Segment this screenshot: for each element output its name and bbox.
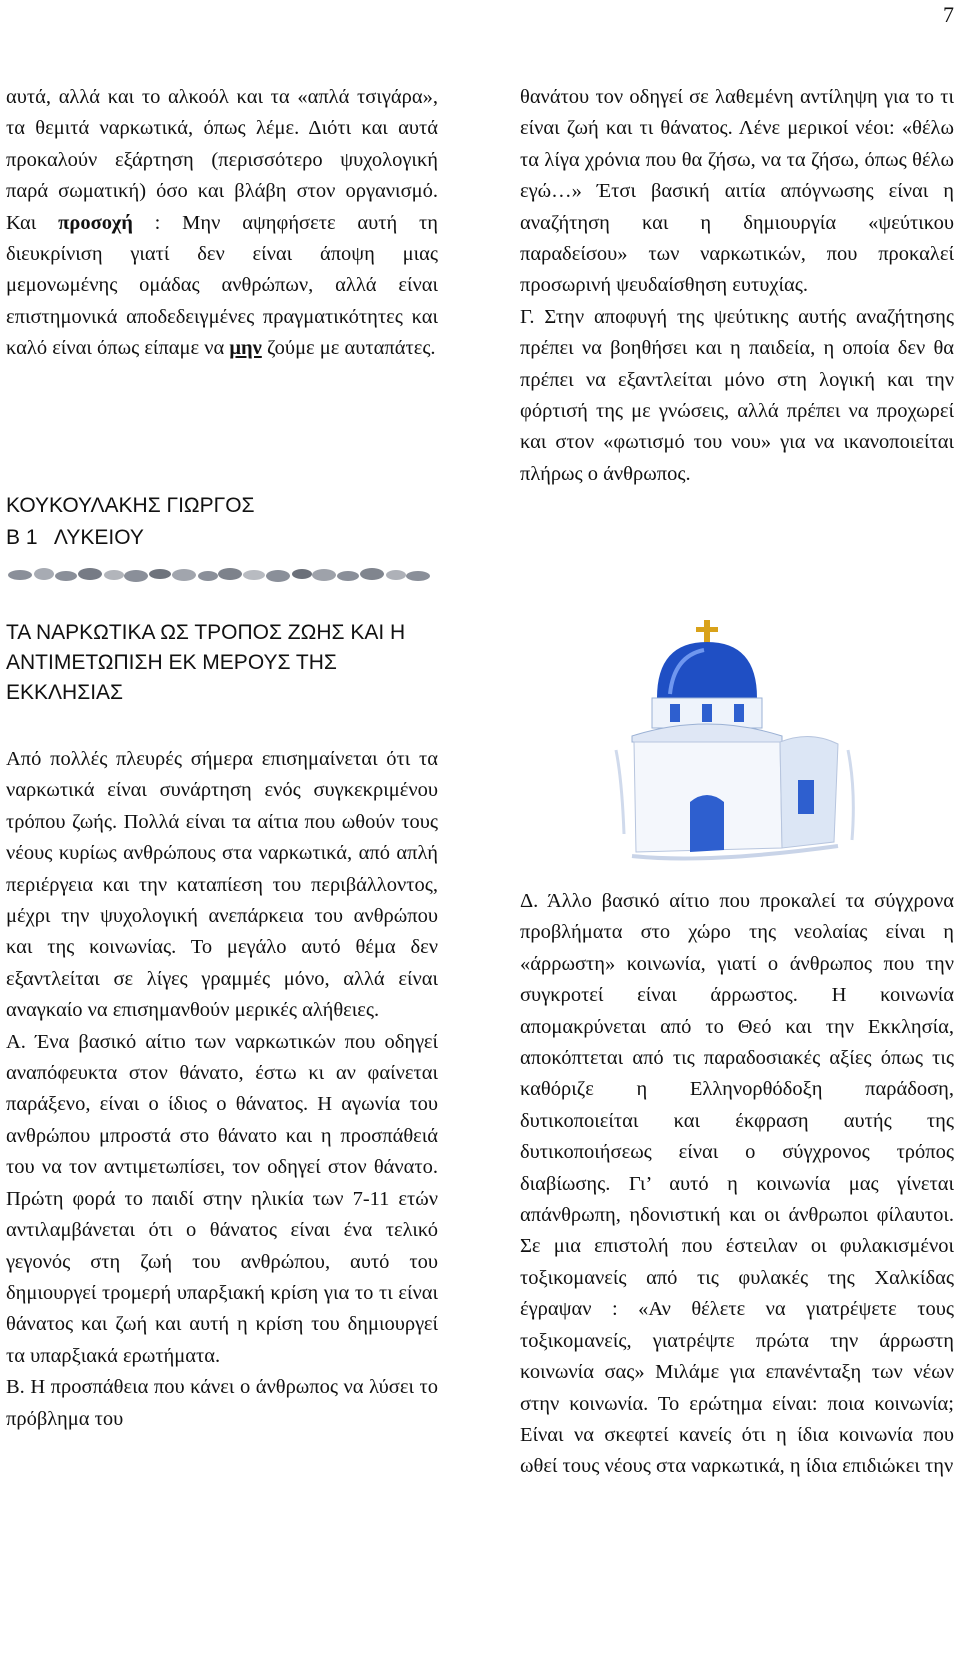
intro-text-3: ζούμε με αυταπάτες. xyxy=(261,337,436,360)
body-paragraph-b: Β. Η προσπάθεια που κάνει ο άνθρωπος να λύσει το πρόβλημα του xyxy=(6,1376,438,1430)
body-paragraph-a: Α. Ένα βασικό αίτιο των ναρκωτικών που οδηγεί αναπόφευκτα στον θάνατο, έστω κι αν φαίνεται παράξενο, είναι ο ίδιος ο θάνατος. Η αγωνία του ανθρώπου μπροστά στο θάνατο και η προσπάθειά του να τον αντιμετωπίσει, τον οδηγεί στον θάνατο. Πρώτη φορά το παιδί στην ηλικία των 7-11 ετών αντιλαμβάνεται ότι ο θάνατος είναι ένα τελικό γεγονός στη ζωή του ανθρώπου, αυτό του δημιουργεί τρομερή υπαρξιακή κρίση για το τι είναι θάνατος και ζωή και αυτή η κρίση του δημιουργεί τα υπαρξιακά ερωτήματα. xyxy=(6,1030,438,1367)
page-number: 7 xyxy=(943,2,954,27)
body-paragraph-d: Δ. Άλλο βασικό αίτιο που προκαλεί τα σύγχρονα προβλήματα στο χώρο της νεολαίας είναι η «άρρωστη» κοινωνία, γιατί ο άνθρωπος που την συγκροτεί είναι άρρωστος. Η κοινωνία απομακρύνεται από το Θεό και την Εκκλησία, αποκόπτεται από τις παραδοσιακές αξίες όπως τις καθόριζε η Ελληνορθόδοξη παράδοση, δυτικοποιείται και έκφραση αυτής της δυτικοποιήσεως είναι ο σύγχρονος τρόπος διαβίωσης. Γι’ αυτό η κοινωνία μας γίνεται απάνθρωπη, ηδονιστική και οι άνθρωποι φίλαυτοι. Σε μια επιστολή που έστειλαν οι φυλακισμένοι τοξικομανείς από τις φυλακές της Χαλκίδας έγραψαν : «Αν θέλετε να γιατρέψετε τους τοξικομανείς, γιατρέψτε πρώτα την άρρωστη κοινωνία σας» Μιλάμε για επανένταξη των νέων στην κοινωνία. Το ερώτημα είναι: ποια κοινωνία; Είναι να σκεφτεί κανείς ότι η ίδια κοινωνία που ωθεί τους νέους στα ναρκωτικά, η ίδια επιδιώκει την xyxy=(520,890,954,1478)
emphasis-not: μην xyxy=(229,337,262,360)
article-title: ΤΑ ΝΑΡΚΩΤΙΚΑ ΩΣ ΤΡΟΠΟΣ ΖΩΗΣ ΚΑΙ Η ΑΝΤΙΜΕΤΩΠΙΣΗ ΕΚ ΜΕΡΟΥΣ ΤΗΣ ΕΚΚΛΗΣΙΑΣ xyxy=(6,621,406,704)
right-column-body xyxy=(520,886,954,1483)
body-paragraph-c: Γ. Στην αποφυγή της ψεύτικης αυτής αναζήτησης πρέπει να βοηθήσει και η παιδεία, η οποία δεν θα πρέπει να εξαντλείται μόνο στη λογική και την φόρτισή της με γνώσεις, αλλά πρέπει να προχωρεί και στον «φωτισμό του νου» για να ικανοποιείται πλήρως ο άνθρωπος. xyxy=(520,305,954,485)
right-column-top xyxy=(520,82,954,490)
church-illustration xyxy=(612,620,862,870)
author-name: ΚΟΥΚΟΥΛΑΚΗΣ ΓΙΩΡΓΟΣ xyxy=(6,494,255,517)
body-paragraph-b-cont: θανάτου τον οδηγεί σε λαθεμένη αντίληψη για το τι είναι ζωή και τι θάνατος. Λένε μερικοί νέοι: «θέλω τα λίγα χρόνια που θα ζήσω, να τα ζήσω, όπως θέλω εγώ…» Έτσι βασική αιτία απόγνωσης είναι η αναζήτηση και η δημιουργία «ψεύτικου παραδείσου» των ναρκωτικών, που προκαλεί προσωρινή ψευδαίσθηση ευτυχίας. xyxy=(520,86,954,297)
pebble-divider-image xyxy=(6,566,438,584)
author-block xyxy=(6,490,438,554)
left-column-body xyxy=(6,744,438,1435)
body-paragraph-1: Από πολλές πλευρές σήμερα επισημαίνεται ότι τα ναρκωτικά είναι συνάρτηση ενός συγκεκριμένου τρόπου ζωής. Πολλά είναι τα αίτια που ωθούν τους νέους κυρίως ανθρώπους στα ναρκωτικά, από απλή περιέργεια και την καταπίεση του περιβάλλοντος, μέχρι την ψυχολογική ανεπάρκεια του ανθρώπου και της κοινωνίας. Το μεγάλο αυτό θέμα δεν εξαντλείται σε λίγες γραμμές μόνο, αλλά είναι αναγκαίο να επισημανθούν μερικές αλήθειες. xyxy=(6,748,438,1022)
intro-text-1: αυτά, αλλά και το αλκοόλ και τα «απλά τσιγάρα», τα θεμιτά ναρκωτικά, όπως λέμε. Διότι και αυτά προκαλούν εξάρτηση (περισσότερο ψυχολογική παρά σωματική) όσο και βλάβη στον οργανισμό. Και xyxy=(6,86,438,234)
intro-paragraph xyxy=(6,82,438,365)
author-class: Β 1 ΛΥΚΕΙΟΥ xyxy=(6,526,144,549)
emphasis-attention: προσοχή xyxy=(58,211,133,234)
left-column-intro xyxy=(6,82,438,365)
intro-text-2: : Μην αψηφήσετε αυτή τη διευκρίνιση γιατί δεν είναι άποψη μιας μεμονωμένης ομάδας ανθρώπων, αλλά είναι επιστημονικά αποδεδειγμένες πραγματικότητες και καλό είναι όπως είπαμε να xyxy=(6,211,438,360)
